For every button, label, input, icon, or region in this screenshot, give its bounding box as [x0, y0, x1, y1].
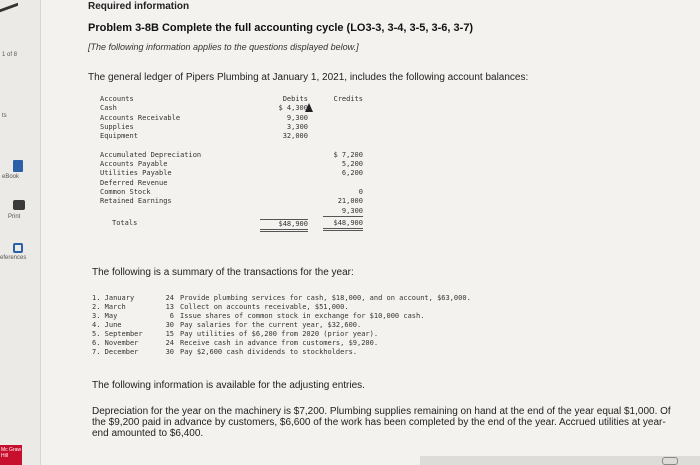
- transaction-month-name: May: [104, 312, 118, 320]
- transaction-month: [92, 303, 162, 311]
- transaction-number: 4.: [92, 321, 101, 329]
- transaction-text: Collect on accounts receivable, $51,000.: [180, 303, 349, 311]
- transaction-text: Pay salaries for the current year, $32,600.: [180, 321, 362, 329]
- ts-label: ts: [2, 113, 7, 119]
- problem-note: [The following information applies to the questions displayed below.]: [88, 42, 359, 52]
- transaction-number: 1.: [92, 294, 101, 302]
- ledger-row-account: Accounts Payable: [100, 160, 168, 169]
- ledger-row-credit: 5,200: [341, 160, 363, 169]
- transaction-number: 2.: [92, 303, 101, 311]
- transaction-day: 30: [165, 348, 174, 356]
- ledger-header-debits: Debits: [282, 95, 308, 103]
- transaction-month: [92, 330, 162, 338]
- transaction-month-name: December: [104, 348, 139, 356]
- ledger-row-account: Accounts Receivable: [100, 113, 181, 122]
- transaction-item: [92, 312, 424, 320]
- transaction-month-name: March: [104, 303, 126, 311]
- transaction-month: [92, 294, 162, 302]
- ledger-intro: The general ledger of Pipers Plumbing at January 1, 2021, includes the following account balances:: [88, 72, 529, 83]
- bottom-toolbar: [420, 456, 700, 465]
- ebook-icon[interactable]: [13, 160, 23, 172]
- ledger-row-debit: 3,300: [286, 122, 308, 131]
- ledger-row-credit: 9,300: [323, 207, 363, 217]
- transactions-heading: The following is a summary of the transactions for the year:: [92, 267, 354, 278]
- ebook-label[interactable]: eBook: [2, 174, 20, 180]
- transaction-text: Receive cash in advance from customers, $9,200.: [180, 339, 379, 347]
- ledger-row-credit: $ 7,200: [333, 150, 363, 159]
- ledger-row-credit: 6,200: [341, 169, 363, 178]
- references-label[interactable]: eferences: [0, 255, 27, 261]
- transaction-text: Pay $2,600 cash dividends to stockholders.: [180, 348, 358, 356]
- transaction-month: [92, 339, 162, 347]
- ledger-row-account: Utilities Payable: [100, 169, 172, 178]
- ledger-row-account: Deferred Revenue: [100, 178, 168, 187]
- transaction-number: 3.: [92, 312, 101, 320]
- adjusting-details: Depreciation for the year on the machinery is $7,200. Plumbing supplies remaining on hand at the end of the year equal $1,000. Of the $9,200 paid in advance by customers, $6,600 of the work has been completed by the end of the year. Accrued utilities at year-end amounted to $6,400.: [92, 406, 671, 439]
- transaction-text: Provide plumbing services for cash, $18,000, and on account, $63,000.: [180, 294, 471, 302]
- ledger-row-account: Common Stock: [100, 188, 151, 196]
- transaction-month-name: January: [104, 294, 135, 302]
- transaction-month: [92, 312, 162, 320]
- transaction-day: 30: [165, 321, 174, 329]
- page-counter: 1 of 8: [2, 52, 18, 58]
- ledger-totals-debit: $48,900: [260, 219, 308, 232]
- ledger-row-account: Accumulated Depreciation: [100, 150, 202, 159]
- transaction-day: 6: [169, 312, 174, 320]
- print-label[interactable]: Print: [8, 214, 21, 220]
- transaction-number: 7.: [92, 348, 101, 356]
- transaction-month-name: June: [104, 321, 122, 329]
- transaction-month: [92, 321, 162, 329]
- ledger-row-debit: 9,300: [286, 113, 308, 122]
- ledger-row-account: Cash: [100, 104, 117, 113]
- transaction-day: 24: [165, 339, 174, 347]
- transaction-day: 13: [165, 303, 174, 311]
- mcgraw-hill-logo: Mc Graw Hill: [0, 445, 22, 465]
- ledger-totals-credit: $48,900: [323, 219, 363, 231]
- ledger-row-credit: 21,000: [337, 197, 363, 206]
- problem-title: Problem 3-8B Complete the full accounting cycle (LO3-3, 3-4, 3-5, 3-6, 3-7): [88, 22, 474, 34]
- transaction-item: [92, 294, 471, 302]
- transaction-number: 5.: [92, 330, 101, 338]
- transaction-item: [92, 330, 378, 338]
- ledger-row-debit: 32,000: [282, 132, 308, 141]
- transaction-day: 15: [165, 330, 174, 338]
- print-icon[interactable]: [13, 200, 25, 210]
- transaction-item: [92, 303, 349, 311]
- references-icon[interactable]: [13, 243, 23, 253]
- transaction-month-name: September: [104, 330, 143, 338]
- transaction-text: Pay utilities of $6,200 from 2020 (prior year).: [180, 330, 379, 338]
- ledger-row-debit: $ 4,300: [278, 104, 308, 113]
- ledger-totals-label: Totals: [112, 219, 138, 227]
- ledger-row-account: Retained Earnings: [100, 197, 172, 206]
- transaction-item: [92, 321, 361, 329]
- adjusting-heading: The following information is available for the adjusting entries.: [92, 380, 365, 391]
- ledger-header-credits: Credits: [333, 95, 363, 103]
- transaction-month: [92, 348, 162, 356]
- left-sidebar: [0, 0, 41, 465]
- transaction-item: [92, 339, 378, 347]
- required-information-heading: Required information: [88, 1, 190, 12]
- ledger-row-credit: 0: [358, 188, 363, 196]
- link-icon[interactable]: [662, 457, 678, 465]
- scroll-edge: [0, 0, 18, 12]
- transaction-item: [92, 348, 357, 356]
- transaction-text: Issue shares of common stock in exchange for $10,000 cash.: [180, 312, 425, 320]
- ledger-row-account: Supplies: [100, 122, 134, 131]
- transaction-number: 6.: [92, 339, 101, 347]
- transaction-month-name: November: [104, 339, 139, 347]
- ledger-header-accounts: Accounts: [100, 95, 134, 103]
- ledger-row-account: Equipment: [100, 132, 138, 141]
- transaction-day: 24: [165, 294, 174, 302]
